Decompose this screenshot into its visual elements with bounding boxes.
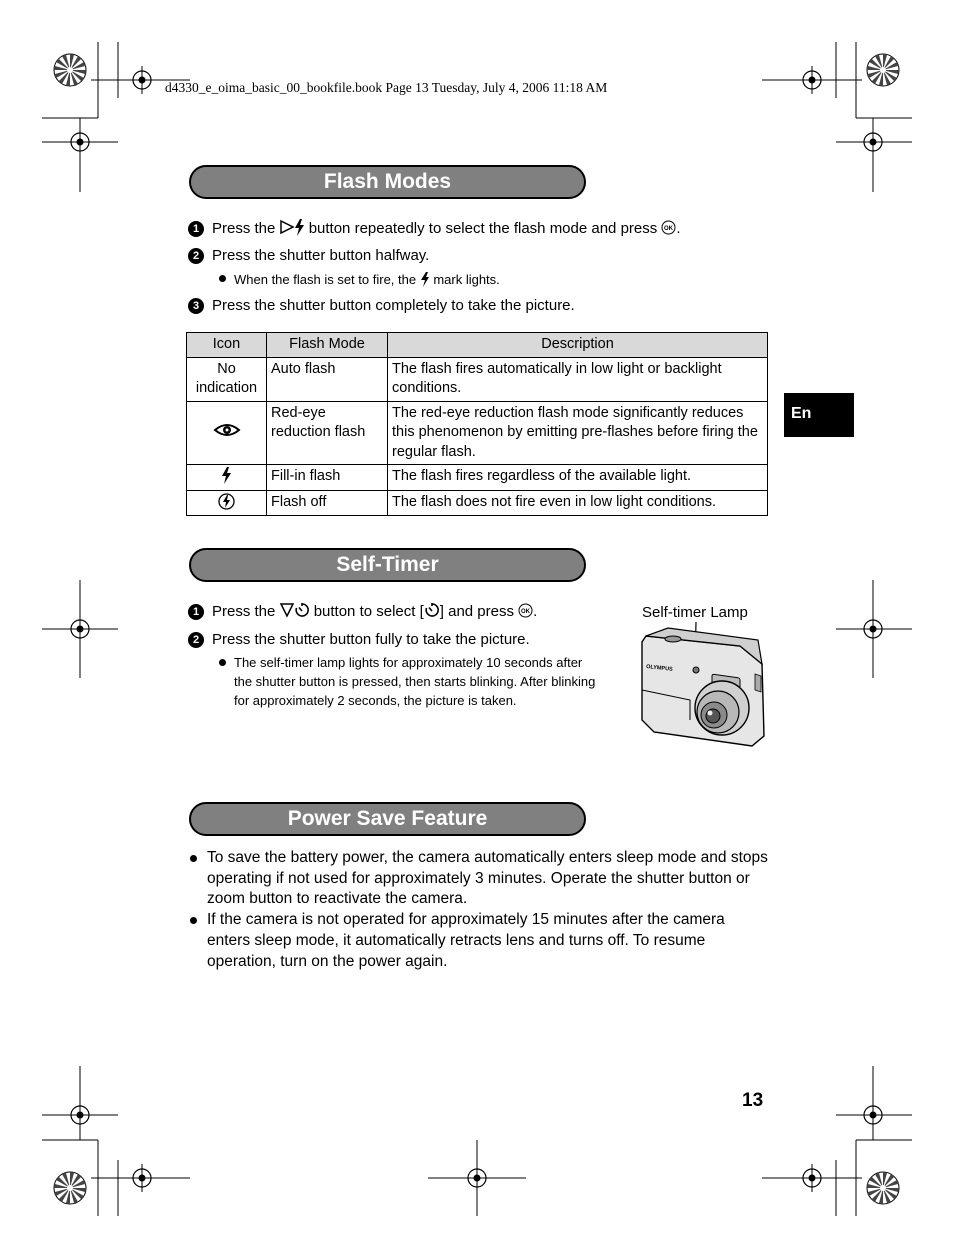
- flash-icon: [294, 219, 305, 236]
- ok-button-icon: [661, 220, 676, 235]
- list-item: If the camera is not operated for approximately 15 minutes after the camera enters sleep mode, it automatically retracts lens and turns off. To resume operation, turn on the power again.: [189, 910, 769, 972]
- power-save-bullets: [189, 848, 769, 972]
- list-item: To save the battery power, the camera automatically enters sleep mode and stops operating if not used for approximately 3 minutes. Operate the shutter button or zoom button to reactivate the camera.: [189, 848, 769, 910]
- svg-text:OK: OK: [521, 609, 531, 615]
- self-timer-lamp-label: Self-timer Lamp: [642, 604, 748, 621]
- column-header: Flash Mode: [267, 333, 388, 358]
- bullet: [190, 855, 197, 862]
- red-eye-icon: [214, 422, 240, 438]
- power-save-title: Power Save Feature: [287, 807, 488, 830]
- flash-modes-heading: [189, 165, 586, 199]
- flash-icon: [221, 467, 232, 484]
- self-timer-title: Self-Timer: [336, 553, 439, 576]
- icon-cell: No indication: [187, 357, 267, 401]
- flash-note: When the flash is set to fire, the mark lights.: [219, 270, 500, 289]
- flash-step-3: 3 Press the shutter button completely to take the picture.: [188, 297, 575, 314]
- mode-cell: Fill-in flash: [267, 465, 388, 491]
- flash-modes-title: Flash Modes: [323, 170, 452, 193]
- icon-cell: [187, 401, 267, 465]
- description-cell: The flash fires regardless of the available light.: [388, 465, 768, 491]
- language-tab: En: [784, 393, 854, 437]
- svg-text:OK: OK: [664, 226, 674, 232]
- bullet: [219, 275, 226, 282]
- flash-mode-table: [186, 332, 768, 516]
- self-timer-icon: [424, 602, 440, 618]
- step-number: 1: [188, 604, 204, 620]
- description-cell: The red-eye reduction flash mode significantly reduces this phenomenon by emitting pre-flashes before firing the regular flash.: [388, 401, 768, 465]
- flash-off-icon: [218, 493, 235, 510]
- flash-step-2: 2 Press the shutter button halfway.: [188, 247, 429, 264]
- self-timer-step-2: 2 Press the shutter button fully to take the picture.: [188, 631, 530, 648]
- column-header: Icon: [187, 333, 267, 358]
- description-cell: The flash fires automatically in low light or backlight conditions.: [388, 357, 768, 401]
- self-timer-icon: [294, 602, 310, 618]
- flash-icon: [420, 272, 430, 287]
- self-timer-heading: [189, 548, 586, 582]
- self-timer-step-1: 1 Press the button to select [ ] and press OK .: [188, 602, 537, 620]
- ok-button-icon: [518, 603, 533, 618]
- play-arrow-icon: [280, 220, 294, 234]
- step-number: 2: [188, 632, 204, 648]
- bullet: [219, 659, 226, 666]
- table-row: [187, 465, 768, 491]
- file-header: d4330_e_oima_basic_00_bookfile.book Page 13 Tuesday, July 4, 2006 11:18 AM: [165, 80, 608, 95]
- table-row: [187, 357, 768, 401]
- camera-brand: OLYMPUS: [645, 664, 673, 673]
- icon-cell: [187, 465, 267, 491]
- step-number: 2: [188, 248, 204, 264]
- table-row: [187, 401, 768, 465]
- step-number: 1: [188, 221, 204, 237]
- table-row: [187, 490, 768, 516]
- down-arrow-icon: [280, 603, 294, 617]
- self-timer-note: The self-timer lamp lights for approximately 10 seconds after the shutter button is pressed, then starts blinking. After blinking for approximately 2 seconds, the picture is taken.: [219, 653, 629, 710]
- power-save-heading: [189, 802, 586, 836]
- page-number: 13: [742, 1090, 764, 1111]
- table-header-row: [187, 333, 768, 358]
- camera-illustration: [640, 620, 766, 748]
- icon-cell: [187, 490, 267, 516]
- description-cell: The flash does not fire even in low light conditions.: [388, 490, 768, 516]
- mode-cell: Red-eye reduction flash: [267, 401, 388, 465]
- mode-cell: Flash off: [267, 490, 388, 516]
- flash-step-1: 1 Press the button repeatedly to select the flash mode and press OK .: [188, 219, 681, 237]
- step-number: 3: [188, 298, 204, 314]
- bullet: [190, 917, 197, 924]
- column-header: Description: [388, 333, 768, 358]
- mode-cell: Auto flash: [267, 357, 388, 401]
